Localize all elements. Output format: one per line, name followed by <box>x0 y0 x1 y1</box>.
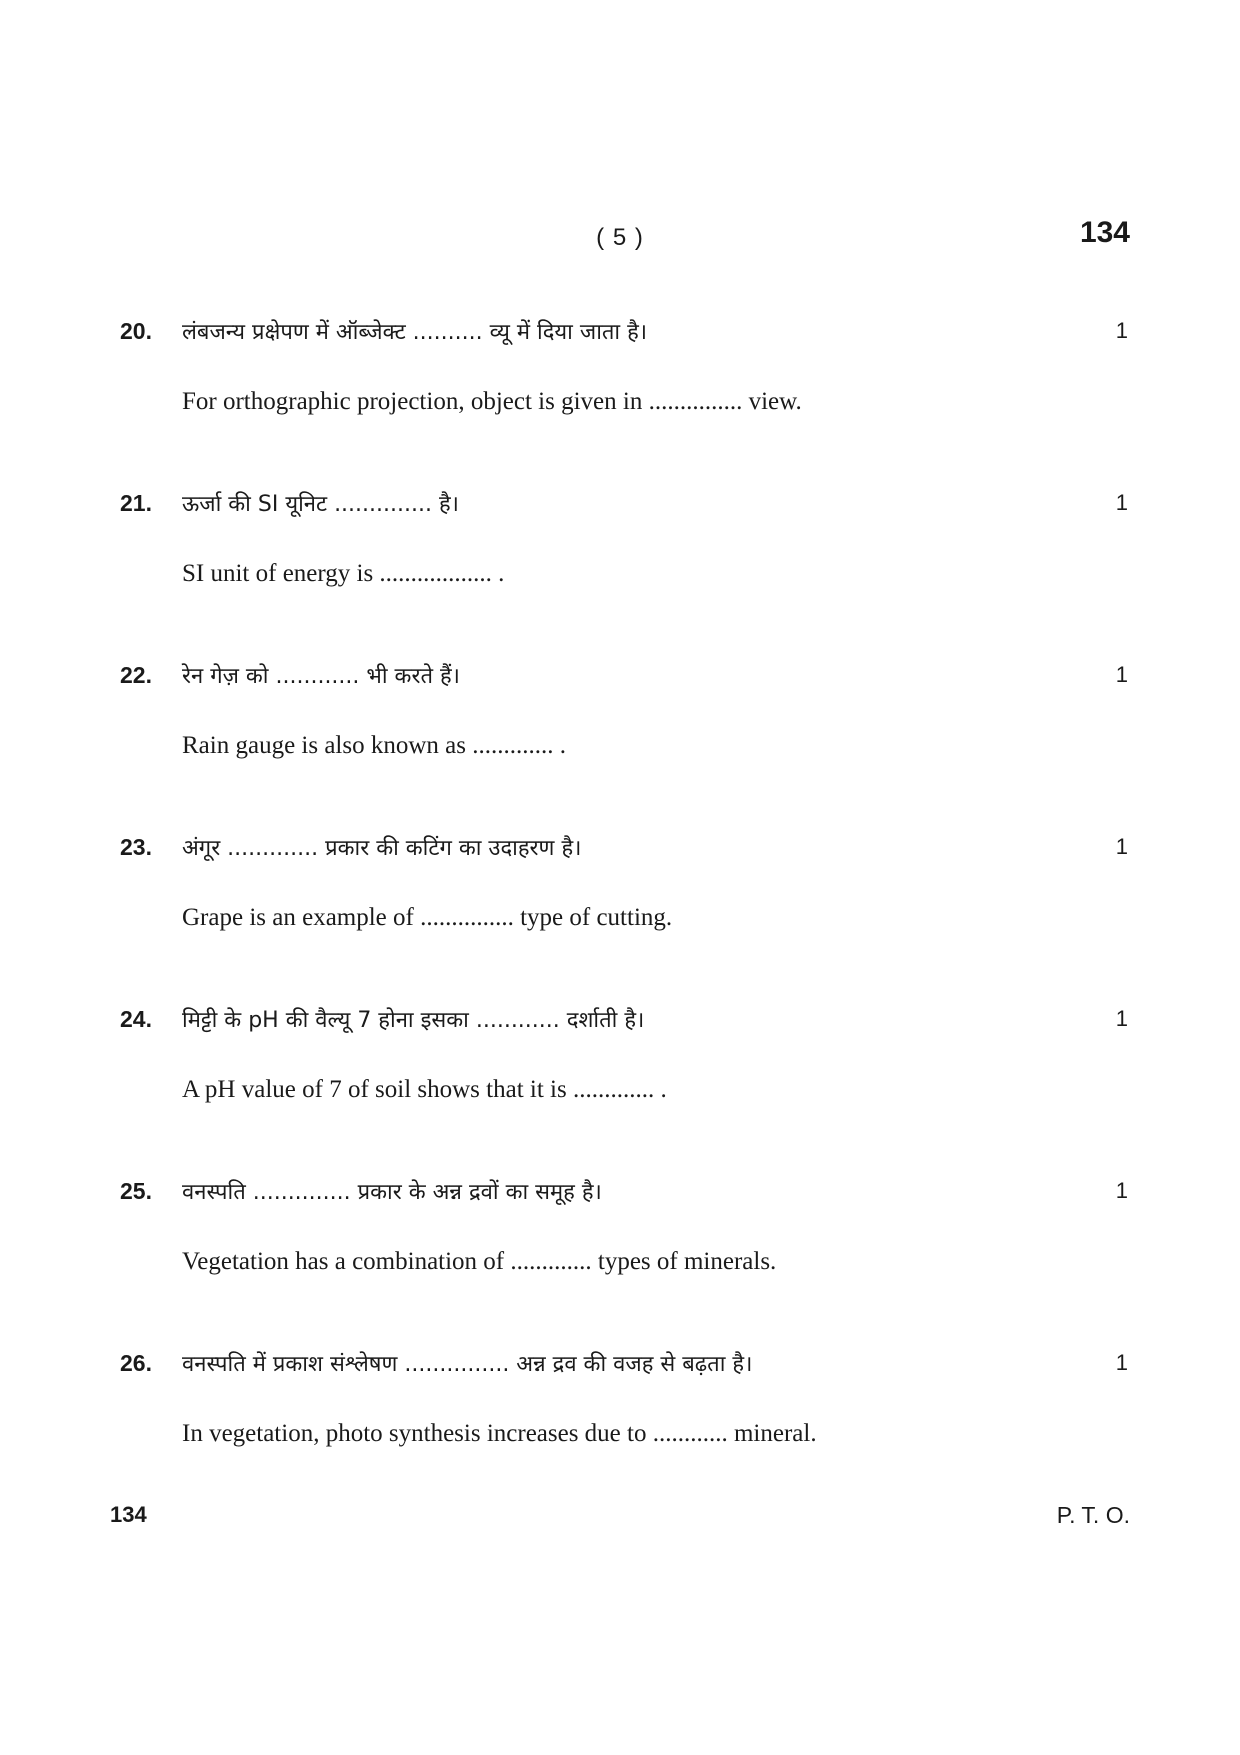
question-marks: 1 <box>1115 1350 1128 1375</box>
question-english-text: SI unit of energy is .................. . <box>182 560 505 587</box>
question-number: 21. <box>120 490 152 516</box>
question-21 <box>0 490 1240 630</box>
question-english-text: A pH value of 7 of soil shows that it is ............. . <box>182 1076 667 1103</box>
question-24 <box>0 1006 1240 1146</box>
question-number: 23. <box>120 834 152 860</box>
question-marks: 1 <box>1115 490 1128 515</box>
question-marks: 1 <box>1115 834 1128 859</box>
question-number: 22. <box>120 662 152 688</box>
question-hindi-text: वनस्पति .............. प्रकार के अन्न द्रवों का समूह है। <box>182 1180 602 1205</box>
question-english-text: Rain gauge is also known as ............. . <box>182 732 566 759</box>
page-number: ( 5 ) <box>596 224 644 251</box>
question-hindi-text: ऊर्जा की SI यूनिट .............. है। <box>182 492 459 517</box>
paper-code-header: 134 <box>1079 216 1130 249</box>
question-hindi-text: लंबजन्य प्रक्षेपण में ऑब्जेक्ट .......... व्यू में दिया जाता है। <box>182 320 648 345</box>
pto-label: P. T. O. <box>1056 1502 1130 1528</box>
question-english-text: In vegetation, photo synthesis increases due to ............ mineral. <box>182 1420 817 1447</box>
question-marks: 1 <box>1115 1178 1128 1203</box>
question-26 <box>0 1350 1240 1490</box>
question-number: 26. <box>120 1350 152 1376</box>
question-number: 20. <box>120 318 152 344</box>
question-marks: 1 <box>1115 662 1128 687</box>
question-23 <box>0 834 1240 974</box>
question-22 <box>0 662 1240 802</box>
question-english-text: Grape is an example of ............... type of cutting. <box>182 904 673 931</box>
question-hindi-text: वनस्पति में प्रकाश संश्लेषण ............... अन्न द्रव की वजह से बढ़ता है। <box>182 1352 753 1377</box>
paper-code-footer: 134 <box>110 1502 147 1527</box>
question-hindi-text: रेन गेज़ को ............ भी करते हैं। <box>182 664 461 689</box>
question-english-text: Vegetation has a combination of ............. types of minerals. <box>182 1248 777 1275</box>
question-marks: 1 <box>1115 318 1128 343</box>
question-number: 25. <box>120 1178 152 1204</box>
question-hindi-text: अंगूर ............. प्रकार की कटिंग का उदाहरण है। <box>182 836 582 861</box>
question-marks: 1 <box>1115 1006 1128 1031</box>
question-english-text: For orthographic projection, object is given in ............... view. <box>182 388 802 415</box>
question-25 <box>0 1178 1240 1318</box>
question-hindi-text: मिट्टी के pH की वैल्यू 7 होना इसका ............ दर्शाती है। <box>182 1008 645 1033</box>
question-number: 24. <box>120 1006 152 1032</box>
question-20 <box>0 318 1240 458</box>
